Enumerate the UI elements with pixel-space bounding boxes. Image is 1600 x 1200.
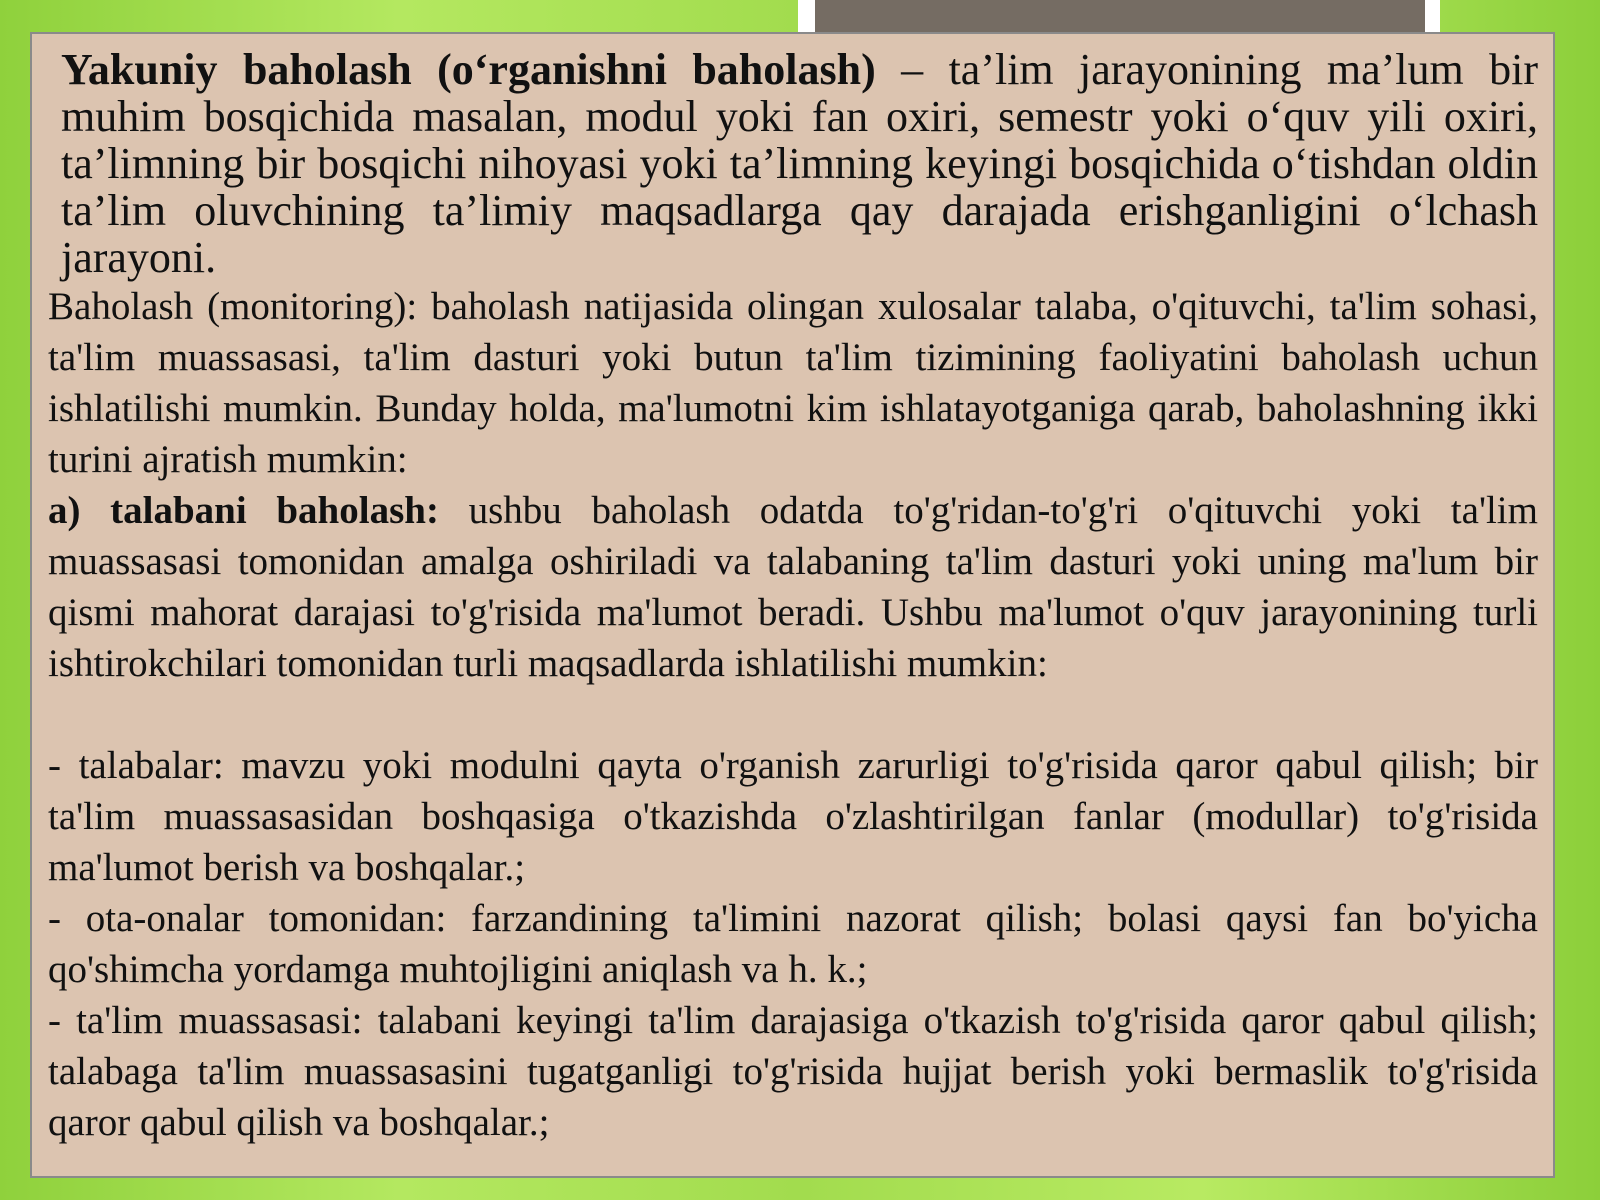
title-bar xyxy=(815,0,1425,32)
text-panel xyxy=(30,32,1555,1178)
monitoring-paragraph: Baholash (monitoring): baholash natijasida olingan xulosalar talaba, o'qituvchi, ta'lim sohasi, ta'lim muassasasi, ta'lim dasturi yoki butun ta'lim tizimining faoliyatini baholash uchun ishlatilishi mumkin. Bunday holda, ma'lumotni kim ishlatayotganiga qarab, baholashning ikki turini ajratish mumkin: xyxy=(48,285,1538,481)
intro-paragraph xyxy=(61,46,1538,281)
intro-term: Yakuniy baholash (o‘rganishni baholash) xyxy=(61,45,876,94)
bullet-parents: - ota-onalar tomonidan: farzandining ta'limini nazorat qilish; bolasi qaysi fan bo'yicha qo'shimcha yordamga muhtojligini aniqlash va h. k.; xyxy=(48,897,1538,991)
bullet-institution: - ta'lim muassasasi: talabani keyingi ta'lim darajasiga o'tkazish to'g'risida qaror qabul qilish; talabaga ta'lim muassasasini tugatganligi to'g'risida hujjat berish yoki bermaslik to'g'risida qaror qabul qilish va boshqalar.; xyxy=(48,999,1538,1144)
bullet-students: - talabalar: mavzu yoki modulni qayta o'rganish zarurligi to'g'risida qaror qabul qilish; bir ta'lim muassasasidan boshqasiga o'tkazishda o'zlashtirilgan fanlar (modullar) to'g'risida ma'lumot berish va boshqalar.; xyxy=(48,744,1538,889)
intro-text: – ta’lim jarayonining ma’lum bir muhim bosqichida masalan, modul yoki fan oxiri, semestr yoki o‘quv yili oxiri, ta’limning bir bosqichi nihoyasi yoki ta’limning keyingi bosqichida o‘tishdan oldin ta’lim oluvchining ta’limiy maqsadlarga qay darajada erishganligini o‘lchash jarayoni. xyxy=(61,45,1538,282)
student-assessment-term: a) talabani baholash: xyxy=(48,489,439,532)
student-assessment-paragraph xyxy=(48,485,1538,689)
student-assessment-text: ushbu baholash odatda to'g'ridan-to'g'ri o'qituvchi yoki ta'lim muassasasi tomonidan amalga oshiriladi va talabaning ta'lim dasturi yoki uning ma'lum bir qismi mahorat darajasi to'g'risida ma'lumot beradi. Ushbu ma'lumot o'quv jarayonining turli ishtirokchilari tomonidan turli maqsadlarda ishlatilishi mumkin: xyxy=(48,489,1538,685)
